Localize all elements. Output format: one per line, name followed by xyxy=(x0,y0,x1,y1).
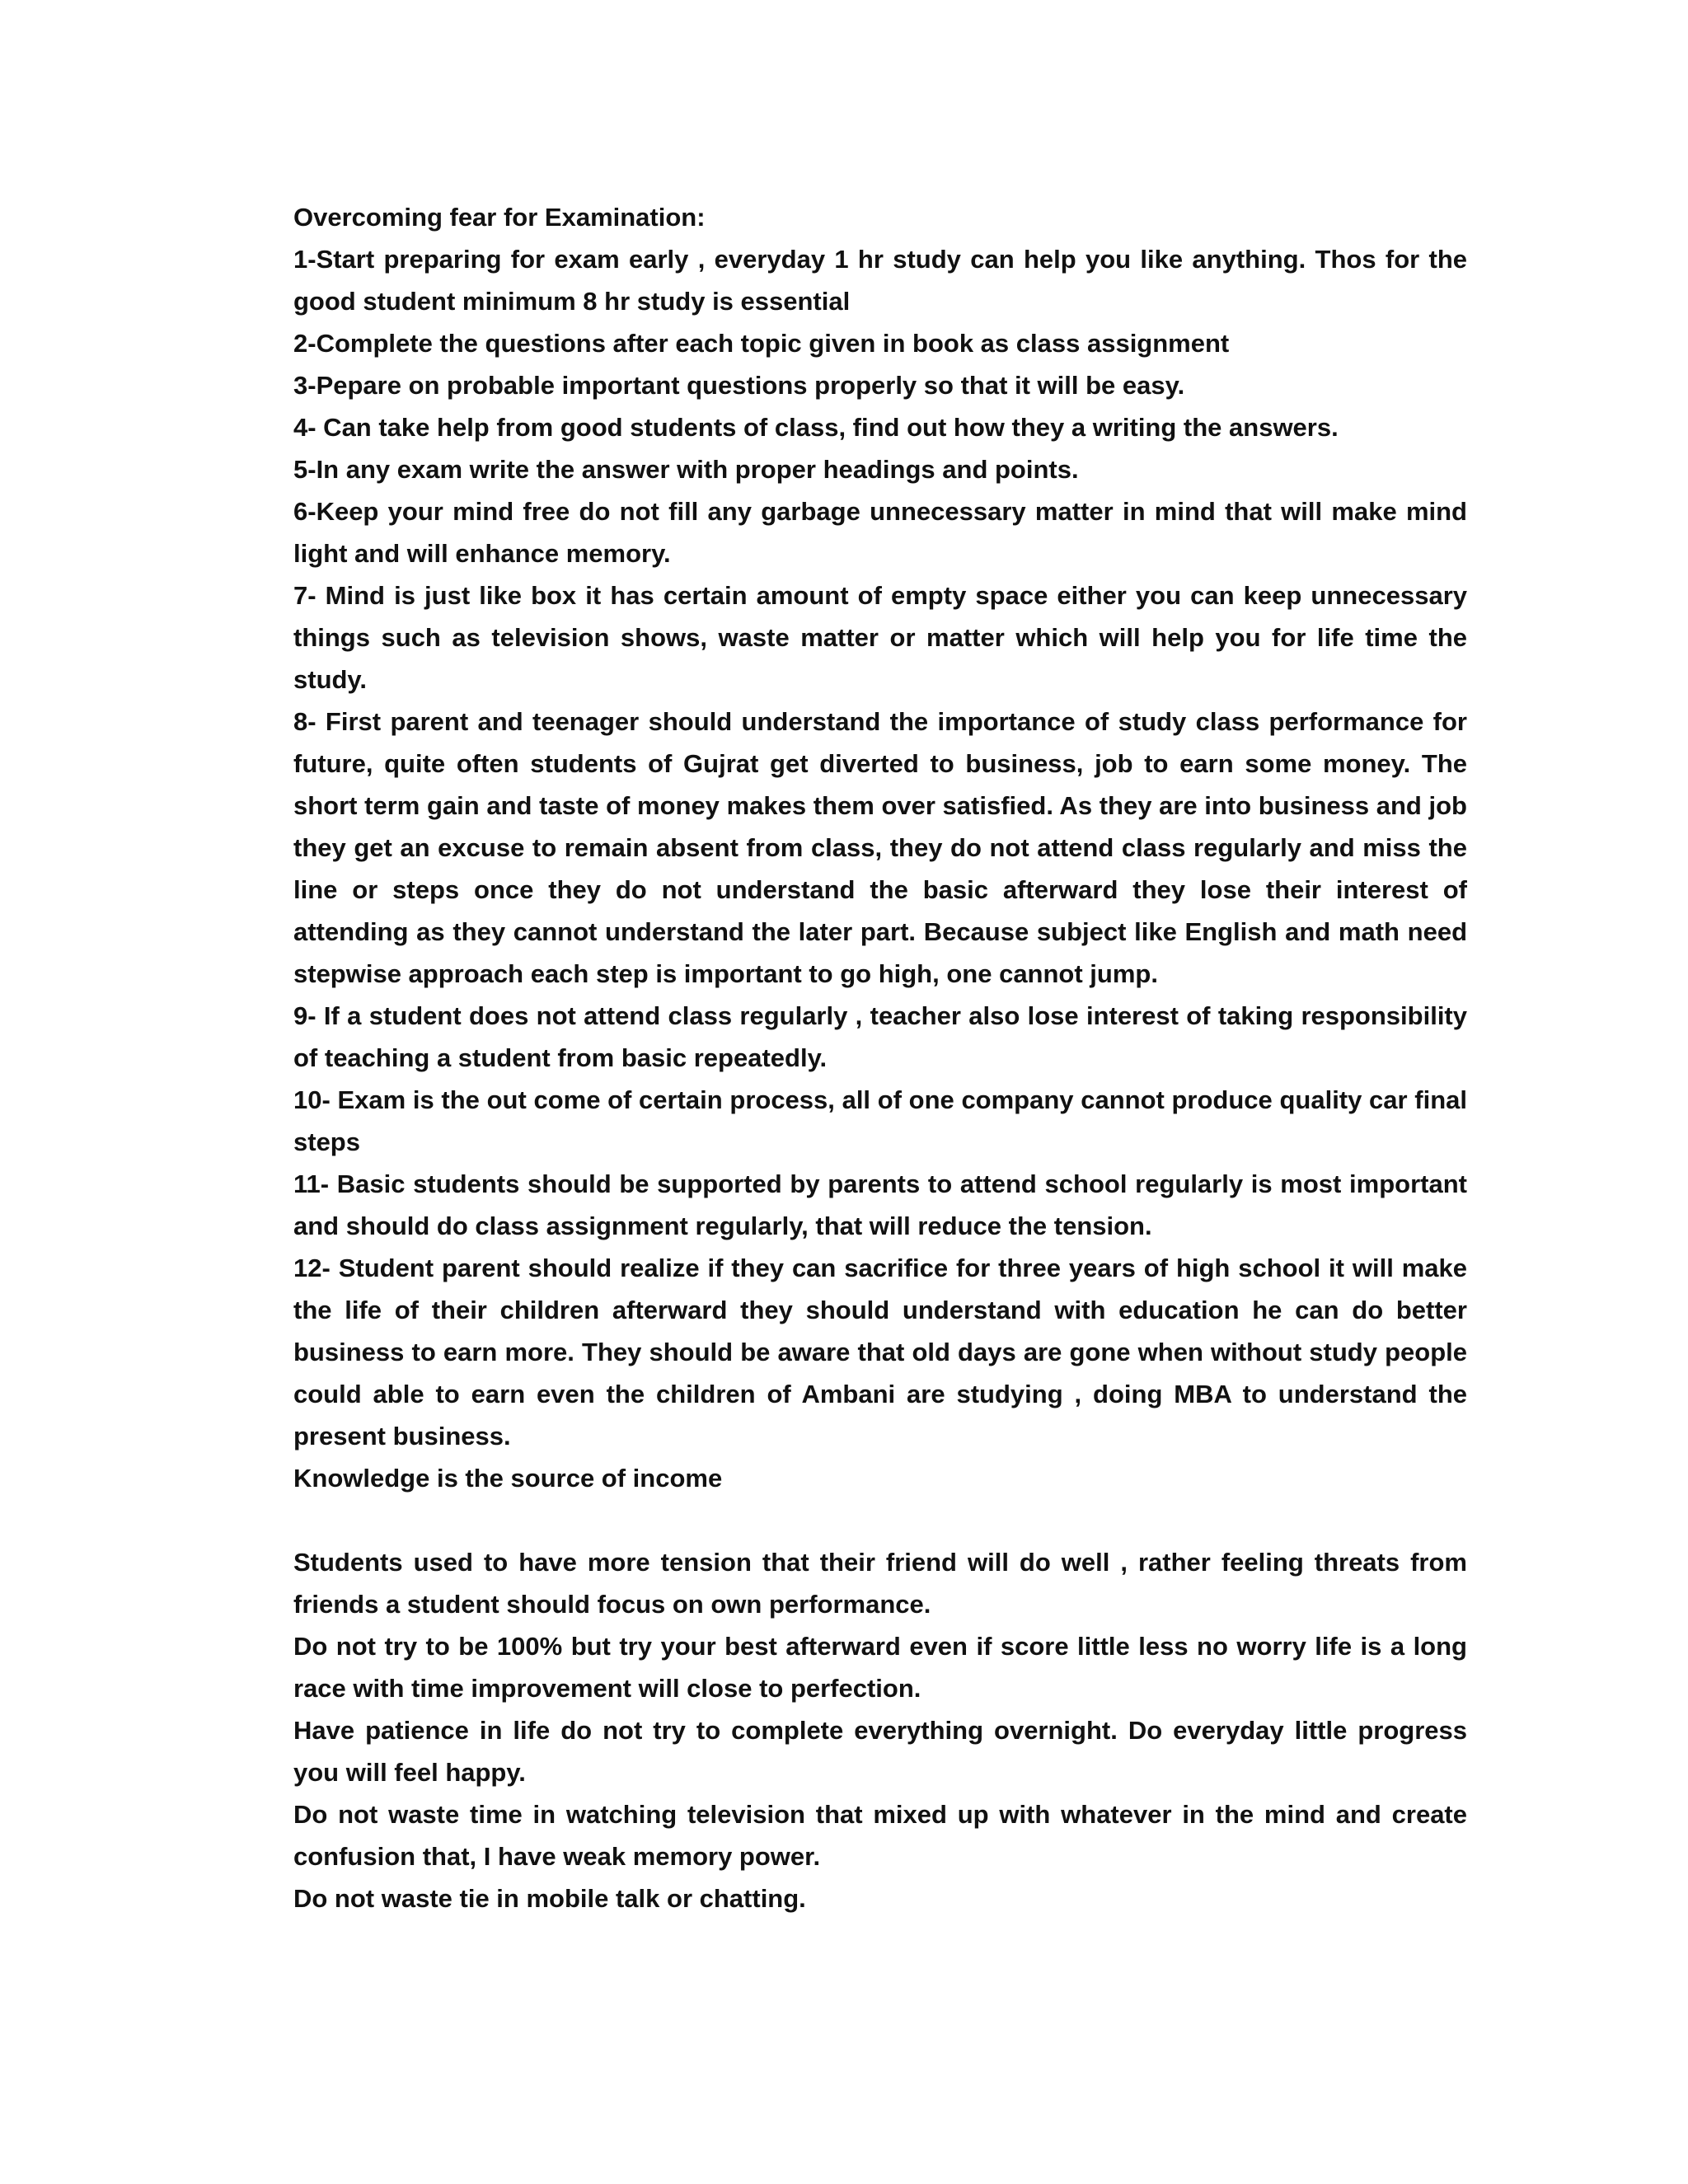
advice-3: Have patience in life do not try to complete everything overnight. Do everyday little progress you will feel happy. xyxy=(293,1716,1467,1787)
point-6: 6-Keep your mind free do not fill any garbage unnecessary matter in mind that will make mind light and will enhance memory. xyxy=(293,497,1467,568)
point-12: 12- Student parent should realize if they can sacrifice for three years of high school it will make the life of their children afterward they should understand with education he can do better business to earn more. They should be aware that old days are gone when without study people could able to earn even the children of Ambani are studying , doing MBA to understand the present business. xyxy=(293,1254,1467,1451)
point-11: 11- Basic students should be supported by parents to attend school regularly is most important and should do class assignment regularly, that will reduce the tension. xyxy=(293,1169,1467,1240)
point-1: 1-Start preparing for exam early , everyday 1 hr study can help you like anything. Thos for the good student minimum 8 hr study is essential xyxy=(293,245,1467,316)
point-5: 5-In any exam write the answer with proper headings and points. xyxy=(293,455,1079,484)
closing-line: Knowledge is the source of income xyxy=(293,1464,723,1493)
point-4: 4- Can take help from good students of class, find out how they a writing the answers. xyxy=(293,413,1339,442)
point-7: 7- Mind is just like box it has certain amount of empty space either you can keep unnecessary things such as television shows, waste matter or matter which will help you for life time the study. xyxy=(293,581,1467,694)
point-2: 2-Complete the questions after each topic given in book as class assignment xyxy=(293,329,1230,358)
point-3: 3-Pepare on probable important questions properly so that it will be easy. xyxy=(293,371,1185,400)
point-8: 8- First parent and teenager should understand the importance of study class performance for future, quite often students of Gujrat get diverted to business, job to earn some money. The short term gain and taste of money makes them over satisfied. As they are into business and job they get an excuse to remain absent from class, they do not attend class regularly and miss the line or steps once they do not understand the basic afterward they lose their interest of attending as they cannot understand the later part. Because subject like English and math need stepwise approach each step is important to go high, one cannot jump. xyxy=(293,707,1467,988)
paragraph-gap xyxy=(293,1499,1467,1541)
document-title: Overcoming fear for Examination: xyxy=(293,203,706,232)
point-10: 10- Exam is the out come of certain process, all of one company cannot produce quality car final steps xyxy=(293,1085,1467,1156)
advice-5: Do not waste tie in mobile talk or chatting. xyxy=(293,1884,806,1913)
point-9: 9- If a student does not attend class regularly , teacher also lose interest of taking responsibility of teaching a student from basic repeatedly. xyxy=(293,1001,1467,1072)
document-body xyxy=(293,196,1467,1919)
advice-2: Do not try to be 100% but try your best afterward even if score little less no worry life is a long race with time improvement will close to perfection. xyxy=(293,1632,1467,1703)
advice-4: Do not waste time in watching television that mixed up with whatever in the mind and create confusion that, I have weak memory power. xyxy=(293,1800,1467,1871)
advice-1: Students used to have more tension that their friend will do well , rather feeling threats from friends a student should focus on own performance. xyxy=(293,1548,1467,1619)
